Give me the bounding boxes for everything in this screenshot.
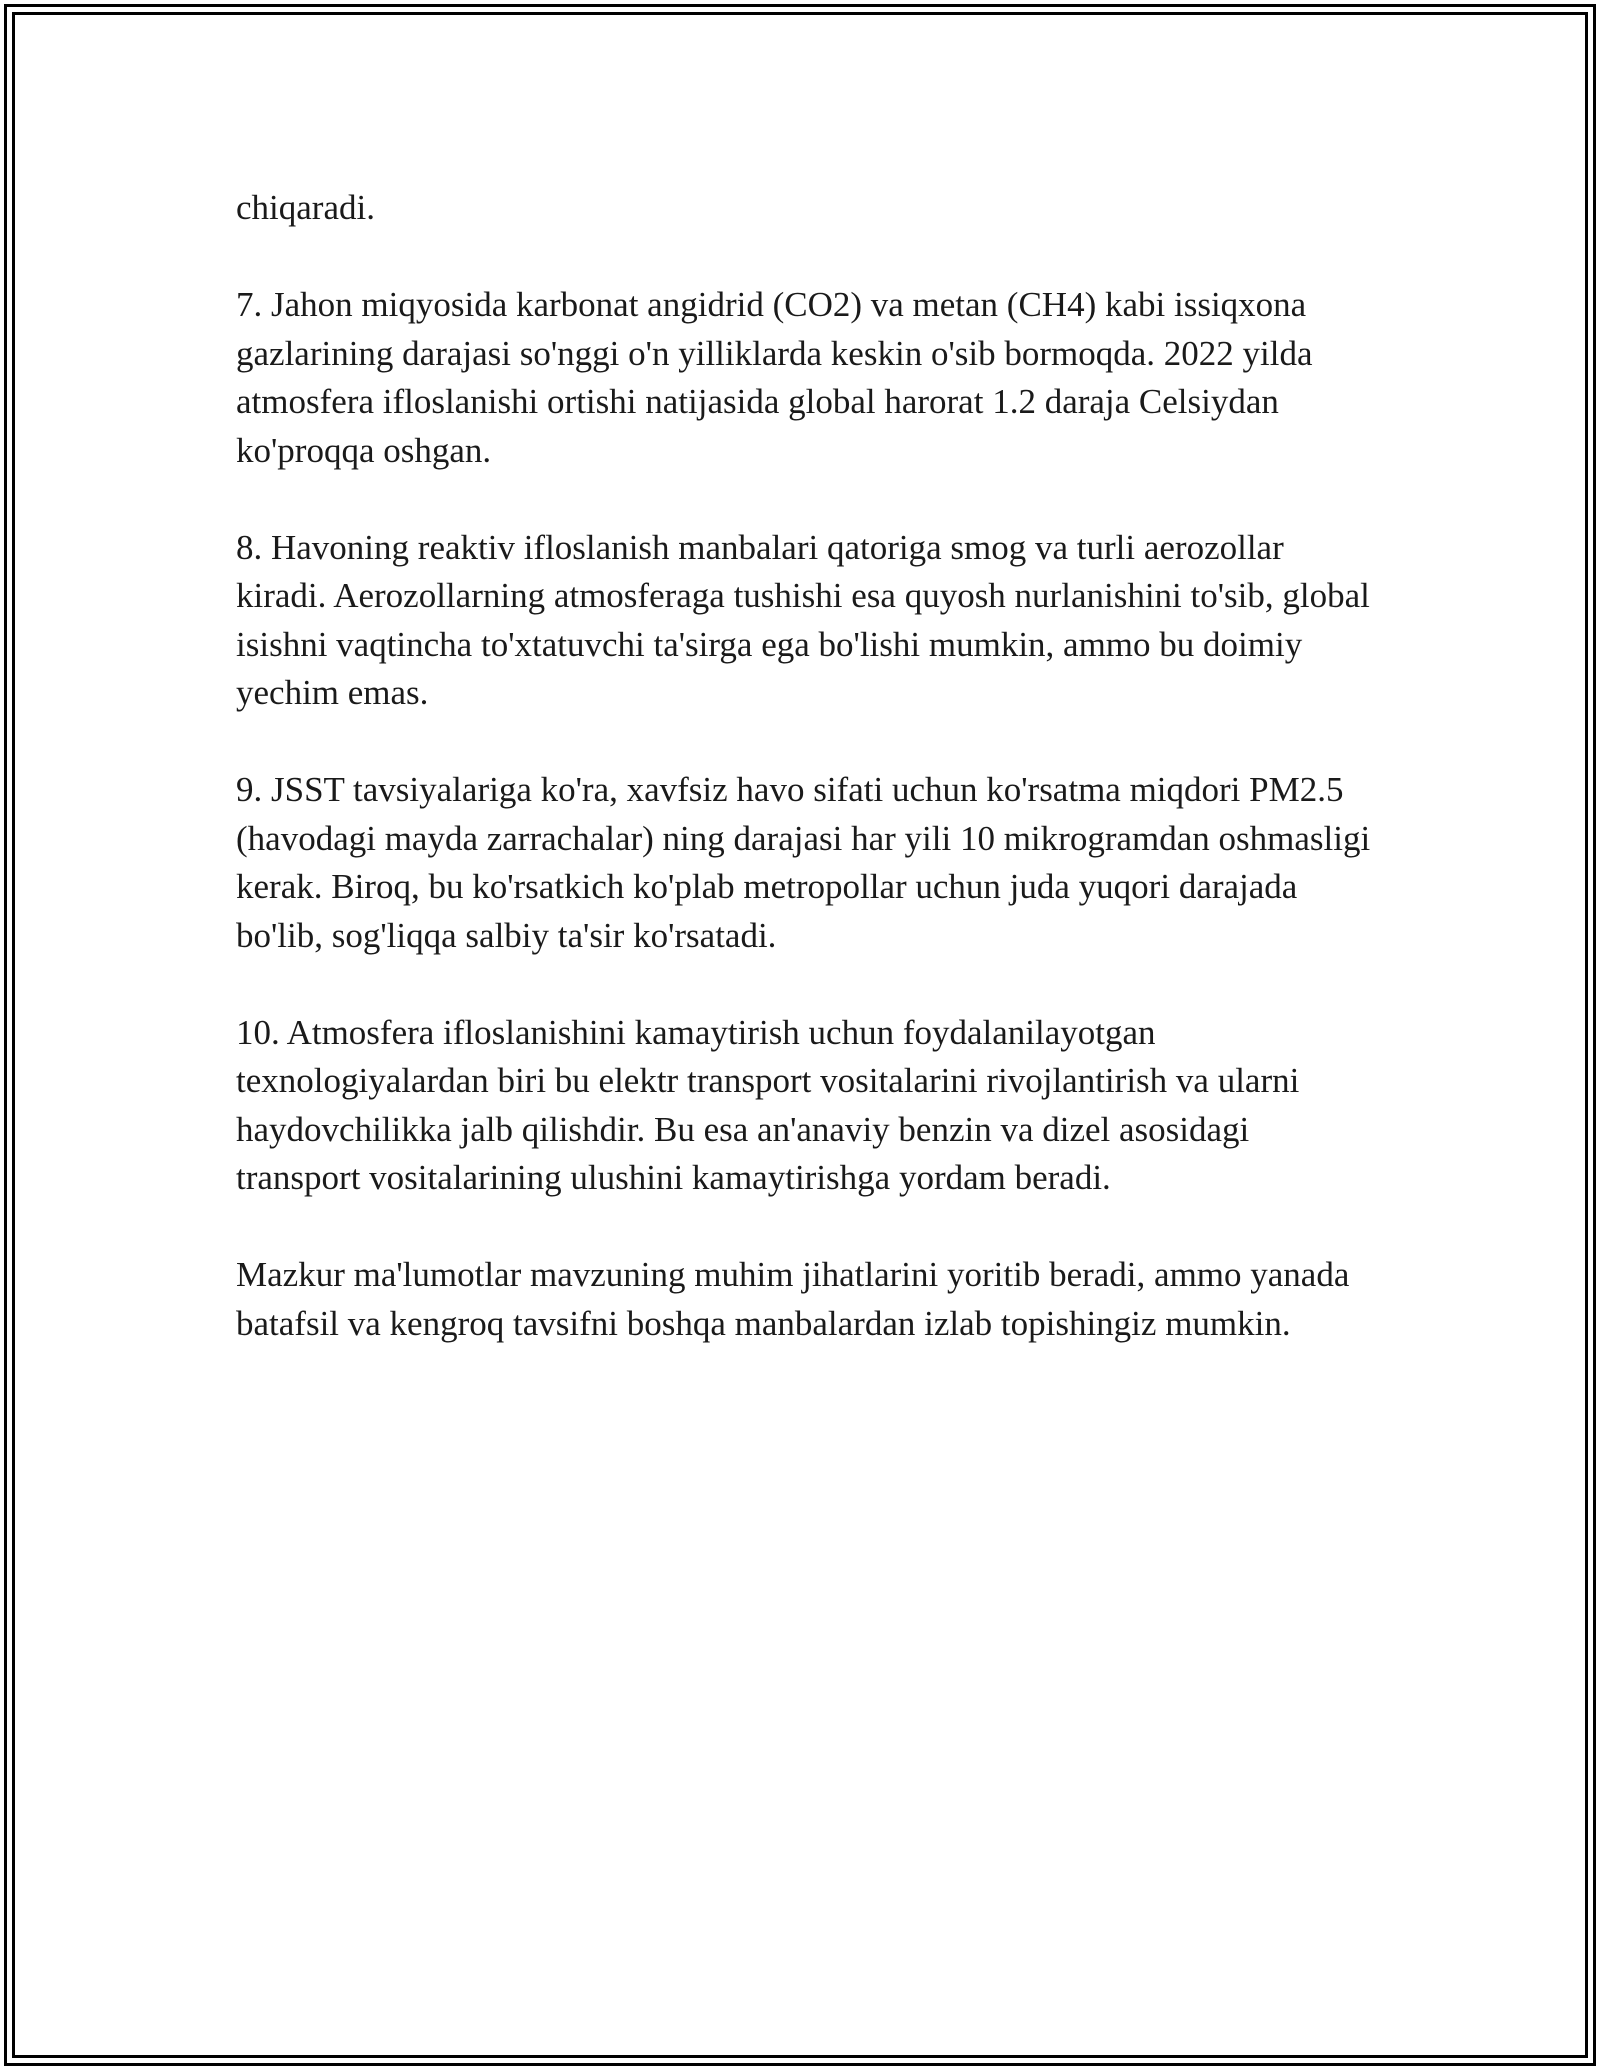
paragraph-item-10: 10. Atmosfera ifloslanishini kamaytirish uchun foydalanilayotgan texnologiyalardan biri bu elektr transport vositalarini rivojlantirish va ularni haydovchilikka jalb qilishdir. Bu esa an'anaviy benzin va dizel asosidagi transport vositalarining ulushini kamaytirishga yordam beradi. [236, 1012, 1300, 1197]
paragraph-item-9: 9. JSST tavsiyalariga ko'ra, xavfsiz havo sifati uchun ko'rsatma miqdori PM2.5 (havodagi mayda zarrachalar) ning darajasi har yili 10 mikrogramdan oshmasligi kerak. Biroq, bu ko'rsatkich ko'plab metropollar uchun juda yuqori darajada bo'lib, sog'liqqa salbiy ta'sir ko'rsatadi. [236, 770, 1371, 955]
paragraph-item-8: 8. Havoning reaktiv ifloslanish manbalari qatoriga smog va turli aerozollar kiradi. Aerozollarning atmosferaga tushishi esa quyosh nurlanishini to'sib, global isishni vaqtincha to'xtatuvchi ta'sirga ega bo'lishi mumkin, ammo bu doimiy yechim emas. [236, 527, 1370, 712]
paragraph-continuation: chiqaradi. [236, 188, 375, 227]
document-body [236, 184, 1376, 1397]
paragraph-conclusion: Mazkur ma'lumotlar mavzuning muhim jihatlarini yoritib beradi, ammo yanada batafsil va kengroq tavsifni boshqa manbalardan izlab topishingiz mumkin. [236, 1255, 1350, 1343]
paragraph-item-7: 7. Jahon miqyosida karbonat angidrid (CO2) va metan (CH4) kabi issiqxona gazlarining darajasi so'nggi o'n yilliklarda keskin o'sib bormoqda. 2022 yilda atmosfera ifloslanishi ortishi natijasida global harorat 1.2 daraja Celsiydan ko'proqqa oshgan. [236, 285, 1313, 470]
